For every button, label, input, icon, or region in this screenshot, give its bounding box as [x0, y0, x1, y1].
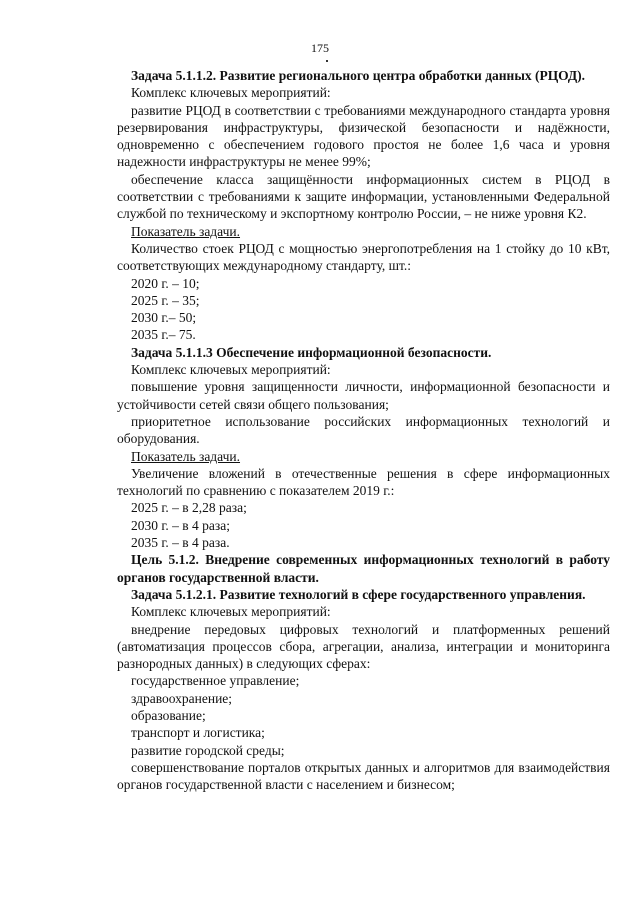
list-item: транспорт и логистика; [131, 725, 265, 741]
paragraph: внедрение передовых цифровых технологий и платформенных решений (автоматизация процессов сбора, агрегации, анализа, интеграции и мониторинга разнородных данных) в следующих сферах: [117, 621, 610, 672]
paragraph: развитие РЦОД в соответствии с требованиями международного стандарта уровня резервирования инфраструктуры, физической безопасности и надёжности, одновременно с обеспечением годового простоя не более 1,6 часа и уровня надежности инфраструктуры не менее 99%; [117, 102, 610, 170]
page-number: 175 [311, 41, 329, 55]
list-item: развитие городской среды; [131, 742, 285, 758]
scan-speck [326, 60, 328, 62]
paragraph: совершенствование порталов открытых данных и алгоритмов для взаимодействия органов государственной власти с населением и бизнесом; [117, 759, 610, 793]
list-item: здравоохранение; [131, 690, 233, 706]
list-item: 2025 г. – в 2,28 раза; [131, 500, 247, 516]
paragraph: Комплекс ключевых мероприятий: [131, 362, 331, 378]
paragraph: повышение уровня защищенности личности, информационной безопасности и устойчивости сетей связи общего пользования; [117, 379, 610, 412]
paragraph: Комплекс ключевых мероприятий: [131, 604, 331, 620]
list-item: государственное управление; [131, 673, 300, 689]
list-item: 2030 г. – в 4 раза; [131, 517, 230, 533]
paragraph: Количество стоек РЦОД с мощностью энергопотребления на 1 стойку до 10 кВт, соответствующих международному стандарту, шт.: [117, 240, 610, 274]
list-item: 2035 г. – в 4 раза. [131, 535, 230, 551]
task-heading-5-1-1-2: Задача 5.1.1.2. Развитие регионального центра обработки данных (РЦОД). [131, 68, 586, 83]
indicator-label: Показатель задачи. [131, 448, 241, 464]
goal-heading-5-1-2: Цель 5.1.2. Внедрение современных информационных технологий в работу органов государственной власти. [117, 552, 610, 585]
paragraph: Увеличение вложений в отечественные решения в сфере информационных технологий по сравнению с показателем 2019 г.: [117, 465, 610, 499]
document-body [117, 67, 610, 793]
list-item: 2030 г.– 50; [131, 310, 197, 326]
paragraph: обеспечение класса защищённости информационных систем в РЦОД в соответствии с требованиями к защите информации, установленными Федеральной службой по техническому и экспортному контролю России, – не ниже уровня К2. [117, 171, 610, 222]
list-item: образование; [131, 707, 206, 723]
list-item: 2020 г. – 10; [131, 275, 200, 291]
paragraph: приоритетное использование российских информационных технологий и оборудования. [117, 413, 610, 447]
task-heading-5-1-1-3: Задача 5.1.1.3 Обеспечение информационной безопасности. [131, 344, 492, 360]
task-heading-5-1-2-1: Задача 5.1.2.1. Развитие технологий в сфере государственного управления. [131, 586, 586, 602]
list-item: 2035 г.– 75. [131, 327, 196, 343]
list-item: 2025 г. – 35; [131, 292, 200, 308]
paragraph: Комплекс ключевых мероприятий: [131, 85, 331, 101]
indicator-label: Показатель задачи. [131, 223, 241, 239]
